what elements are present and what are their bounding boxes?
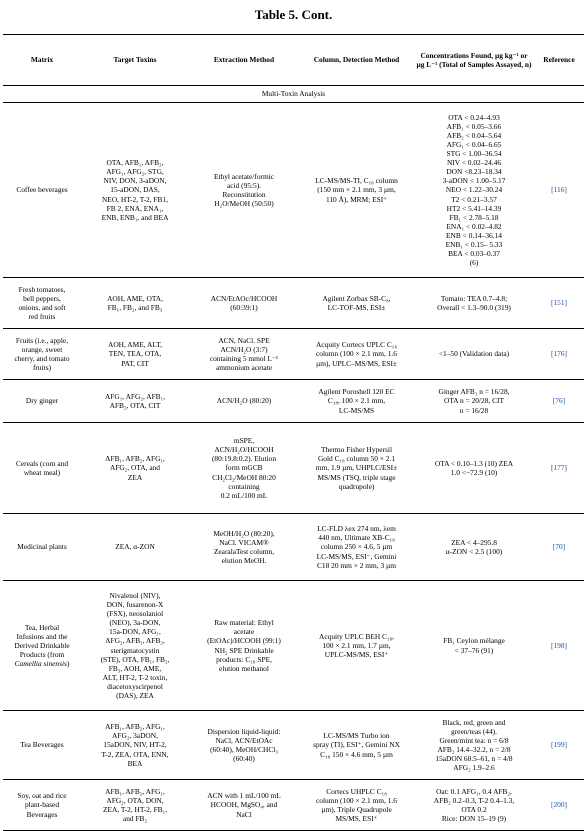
cell-line: Beverages bbox=[26, 809, 58, 819]
cell-line: ACN/EtAOc/HCOOH bbox=[210, 293, 278, 303]
cell-line: NaCl, ACN/EtOAc bbox=[215, 735, 273, 745]
cell-line: 0.2 mL/100 mL bbox=[220, 490, 268, 500]
cell-line: FB 2, ENA, ENA₁, bbox=[106, 203, 164, 213]
reference-link[interactable]: [199] bbox=[550, 740, 567, 750]
cell-column-detection bbox=[299, 278, 414, 329]
cell-line: DON, fusarenon-X bbox=[106, 600, 164, 610]
cell-line: Overall < 1.3–90.0 (319) bbox=[437, 303, 511, 312]
cell-line: FB₃, AOH, AME, bbox=[108, 663, 162, 673]
cell-line: (6) bbox=[469, 257, 479, 267]
cell-column-detection bbox=[299, 711, 414, 780]
cell-line: sterigmatocystin bbox=[110, 645, 160, 655]
cell-line: ENB < 0.14–36.14 bbox=[446, 230, 502, 240]
cell-line: 15aDON 60.5–61, n = 4/8 bbox=[435, 754, 513, 764]
cell-line: acetate bbox=[233, 627, 255, 637]
cell-line: FB₁ Ceylon mélange bbox=[443, 636, 505, 646]
cell-target-toxins bbox=[81, 380, 189, 423]
table-title: Table 5. Cont. bbox=[254, 7, 333, 22]
cell-matrix bbox=[3, 780, 81, 831]
reference-link[interactable]: [177] bbox=[550, 463, 567, 473]
cell-line: column (100 × 2.1 mm, 1.6 bbox=[316, 349, 397, 359]
reference-link[interactable]: [151] bbox=[550, 298, 567, 308]
cell-line: Reconstitution bbox=[222, 190, 266, 199]
cell-line: BEA bbox=[127, 758, 143, 768]
cell-line: AFB₂ 14.4–32.2, n = 2/8 bbox=[437, 745, 511, 754]
cell-line: (60:39:1) bbox=[230, 303, 258, 312]
cell-line: containing 5 mmol L⁻¹ bbox=[209, 354, 279, 363]
table-row bbox=[3, 423, 584, 514]
cell-line: Agilent Zorbax SB-C₈, bbox=[322, 293, 391, 303]
cell-line: LC-MS/MS, ESI⁻, Gemini bbox=[316, 551, 397, 561]
cell-line: C₁₈, 100 × 2.1 mm, bbox=[327, 396, 386, 406]
cell-line: Dispersion liquid-liquid: bbox=[207, 726, 281, 736]
table-row bbox=[3, 581, 584, 711]
cell-line: Cortecs UHPLC C₁₈ bbox=[326, 786, 387, 796]
cell-line: ENB₁ < 0.15– 5.33 bbox=[445, 239, 503, 249]
reference-link[interactable]: [70] bbox=[552, 542, 566, 552]
cell-line: µm), UPLC–MS/MS, ESI± bbox=[315, 358, 397, 368]
cell-line: (80:19.8:0.2). Elution bbox=[211, 454, 277, 464]
cell-line: elution MeOH. bbox=[221, 556, 267, 566]
cell-line: ammonium acetate bbox=[215, 363, 273, 373]
cell-target-toxins bbox=[81, 711, 189, 780]
cell-line: Acquity UPLC BEH C₁₈, bbox=[319, 631, 394, 641]
cell-line: Gold C₁₈ column 50 × 2.1 bbox=[317, 454, 396, 464]
cell-line: quadrupole) bbox=[338, 481, 375, 491]
cell-line: AFB₁, AFB₂, AFG₁, bbox=[105, 786, 165, 796]
cell-extraction-method bbox=[189, 581, 299, 711]
cell-extraction-method bbox=[189, 514, 299, 581]
cell-line: 15aDON, NIV, HT-2, bbox=[103, 740, 167, 750]
cell-extraction-method bbox=[189, 711, 299, 780]
cell-line: ENB, ENB₁, and BEA bbox=[101, 212, 169, 222]
cell-line: ZEA bbox=[127, 472, 143, 482]
cell-concentrations bbox=[414, 329, 534, 380]
cell-reference[interactable] bbox=[534, 103, 584, 278]
cell-line: LC-MS/MS bbox=[338, 405, 375, 415]
cell-line: 110 Å), MRM; ESI⁺ bbox=[325, 194, 388, 204]
header-row bbox=[3, 35, 584, 86]
cell-line: Soy, oat and rice bbox=[17, 791, 67, 801]
reference-link[interactable]: [76] bbox=[552, 396, 566, 406]
cell-matrix bbox=[3, 103, 81, 278]
cell-line: onions, and soft bbox=[18, 303, 66, 312]
cell-line: plant-based bbox=[24, 800, 60, 810]
cell-line: Black, red, green and bbox=[442, 717, 506, 727]
cell-matrix bbox=[3, 329, 81, 380]
cell-line: Camellia sinensis) bbox=[14, 659, 70, 669]
cell-extraction-method bbox=[189, 278, 299, 329]
cell-extraction-method bbox=[189, 423, 299, 514]
cell-concentrations bbox=[414, 780, 534, 831]
cell-line: ACN, NaCl. SPE bbox=[218, 335, 270, 345]
cell-line: C18 20 mm × 2 mm, 3 µm bbox=[316, 560, 397, 570]
cell-line: OTA n = 20/28, CIT bbox=[443, 396, 505, 406]
cell-line: (NEO), 3a-DON, bbox=[109, 618, 161, 628]
cell-line: NaCl. VICAM® bbox=[219, 537, 269, 547]
cell-line: TEN, TEA, OTA, bbox=[108, 349, 162, 359]
cell-line: 1.0 <−72.9 (10) bbox=[450, 468, 498, 477]
cell-line: OTA, AFB₁, AFB₂, bbox=[106, 158, 164, 168]
cell-line: DON <8.23–18.34 bbox=[446, 167, 502, 177]
cell-line: MS/MS (TSQ, triple stage bbox=[317, 472, 396, 482]
cell-line: AFB₂ < 0.04–5.64 bbox=[446, 131, 502, 141]
cell-line: AFB₁ < 0.05–3.66 bbox=[446, 122, 502, 132]
cell-extraction-method bbox=[189, 103, 299, 278]
cell-line: PAT, CIT bbox=[121, 358, 149, 368]
cell-line: cherry, and tomato bbox=[14, 354, 70, 363]
cell-line: AFG₂, 3aDON, bbox=[112, 731, 158, 741]
cell-concentrations bbox=[414, 514, 534, 581]
cell-line: n = 16/28 bbox=[459, 405, 489, 415]
cell-line: Infusions and the bbox=[16, 631, 68, 641]
cell-line: Rice: DON 15–19 (9) bbox=[441, 814, 507, 824]
cell-line: NaCl bbox=[236, 809, 252, 819]
cell-line: Cereals (corn and bbox=[15, 458, 69, 468]
cell-line: ZEA, α-ZON bbox=[115, 542, 155, 552]
cell-line: Fresh tomatoes, bbox=[18, 284, 66, 294]
cell-line: Acquity Cortecs UPLC C₁₈ bbox=[316, 340, 397, 350]
cell-matrix bbox=[3, 423, 81, 514]
cell-line: Green/mint tea: n = 6/8 bbox=[439, 735, 509, 745]
cell-line: Tomato: TEA 0.7–4.8; bbox=[440, 293, 508, 303]
multi-toxin-table bbox=[3, 34, 584, 831]
cell-line: NEO, HT-2, T-2, FB1, bbox=[101, 194, 169, 204]
cell-line: AFG₁, AFG₂, STG, bbox=[106, 167, 164, 177]
cell-line: H₂O/MeOH (50:50) bbox=[214, 199, 274, 209]
cell-line: ACN/H₂O/HCOOH bbox=[214, 445, 274, 455]
cell-target-toxins bbox=[81, 329, 189, 380]
section-title: Multi-Toxin Analysis bbox=[3, 86, 584, 103]
cell-line: LC-FLD λex 274 nm, λem bbox=[317, 524, 396, 534]
cell-target-toxins bbox=[81, 278, 189, 329]
cell-line: column (100 × 2.1 mm, 1.6 bbox=[316, 795, 397, 805]
cell-column-detection bbox=[299, 514, 414, 581]
cell-line: (150 mm × 2.1 mm, 3 µm, bbox=[317, 185, 396, 195]
cell-line: mSPE, bbox=[233, 436, 255, 446]
cell-line: Ethyl acetate/formic bbox=[213, 171, 275, 181]
cell-line: mm, 1.9 µm, UHPLC/ESI± bbox=[315, 463, 398, 473]
cell-line: AFB₁, AFB₂, AFG₁, bbox=[105, 722, 165, 732]
cell-reference[interactable] bbox=[534, 423, 584, 514]
cell-matrix bbox=[3, 711, 81, 780]
cell-reference[interactable] bbox=[534, 711, 584, 780]
cell-concentrations bbox=[414, 103, 534, 278]
section-row bbox=[3, 86, 584, 103]
cell-reference[interactable] bbox=[534, 581, 584, 711]
cell-concentrations bbox=[414, 711, 534, 780]
cell-concentrations bbox=[414, 581, 534, 711]
cell-line: AFB₂, OTA, CIT bbox=[109, 401, 161, 410]
cell-line: Ginger AFB₁ n = 16/28, bbox=[438, 387, 510, 397]
cell-line: LC-MS/MS Turbo ion bbox=[323, 731, 390, 741]
cell-concentrations bbox=[414, 423, 534, 514]
cell-line: Tea, Herbal bbox=[24, 622, 60, 632]
cell-line: AFB₁, AFB₂, AFG₁, bbox=[105, 454, 165, 464]
reference-link[interactable]: [200] bbox=[550, 800, 567, 810]
cell-matrix bbox=[3, 514, 81, 581]
header-concentrations: Concentrations Found, µg kg⁻¹ or µg L⁻¹ (Total of Samples Assayed, n) bbox=[414, 35, 534, 86]
cell-reference[interactable] bbox=[534, 380, 584, 423]
cell-line: Derived Drinkable bbox=[14, 640, 70, 650]
cell-line: containing bbox=[228, 481, 260, 491]
cell-line: (60:40) bbox=[233, 754, 255, 764]
cell-line: (STE), OTA, FB₁, FB₂, bbox=[100, 654, 170, 664]
cell-line: Coffee beverages bbox=[16, 185, 68, 195]
cell-column-detection bbox=[299, 380, 414, 423]
cell-line: Products (from bbox=[19, 650, 65, 660]
cell-concentrations bbox=[414, 380, 534, 423]
cell-line: T2 < 0.21–3.57 bbox=[451, 194, 497, 204]
cell-reference[interactable] bbox=[534, 514, 584, 581]
cell-line: Fruits (i.e., apple, bbox=[15, 335, 69, 345]
cell-reference[interactable] bbox=[534, 329, 584, 380]
cell-line: AFG₁ < 0.04–6.65 bbox=[446, 140, 502, 150]
cell-target-toxins bbox=[81, 581, 189, 711]
cell-matrix bbox=[3, 581, 81, 711]
cell-line: µm), Triple Quadrupole bbox=[321, 805, 392, 814]
cell-line: Nivalenol (NIV), bbox=[109, 591, 161, 601]
cell-line: FB₁ < 2.78–5.18 bbox=[449, 212, 499, 222]
cell-line: FB₁, FB₂, and FB₃ bbox=[107, 303, 163, 312]
cell-line: ZEA < 4–295.8 bbox=[451, 537, 497, 547]
cell-line: (DAS), ZEA bbox=[116, 690, 154, 700]
reference-link[interactable]: [198] bbox=[550, 640, 567, 650]
header-matrix: Matrix bbox=[3, 35, 81, 86]
cell-reference[interactable] bbox=[534, 278, 584, 329]
cell-line: α-ZON < 2.5 (100) bbox=[445, 547, 503, 556]
cell-matrix bbox=[3, 278, 81, 329]
cell-line: ZEA, T-2, HT-2, FB₁, bbox=[102, 805, 168, 814]
cell-line: LC-TOF-MS, ESI± bbox=[327, 303, 386, 312]
cell-line: HT2 < 5.41–14.39 bbox=[446, 203, 502, 213]
cell-line: AOH, AME, ALT, bbox=[108, 340, 162, 350]
cell-line: products: C₁₈ SPE, bbox=[216, 654, 272, 664]
cell-line: OTA < 0.10–1.3 (10) ZEA bbox=[434, 458, 514, 468]
cell-line: form mGCB bbox=[225, 463, 263, 473]
header-column-detection: Column, Detection Method bbox=[299, 35, 414, 86]
cell-line: (FSX), neosolaniol bbox=[106, 609, 164, 619]
cell-line: 15a-DON, AFG₁, bbox=[109, 627, 161, 637]
cell-line: BEA < 0.03–0.37 bbox=[448, 248, 500, 258]
cell-line: LC-MS/MS-TI, C₁₈ column bbox=[315, 176, 398, 186]
cell-line: spray (TI), ESI⁺, Gemini NX bbox=[313, 740, 400, 750]
cell-line: C₁₈ 150 × 4.6 mm, 5 µm bbox=[320, 749, 393, 759]
cell-line: and FB₂ bbox=[122, 814, 148, 824]
cell-target-toxins bbox=[81, 423, 189, 514]
cell-line: ALT, HT-2, T-2 toxin, bbox=[102, 672, 168, 682]
reference-link[interactable]: [116] bbox=[551, 185, 567, 195]
cell-matrix bbox=[3, 380, 81, 423]
cell-line: Raw material: Ethyl bbox=[214, 618, 274, 628]
cell-line: bell peppers, bbox=[23, 293, 61, 303]
cell-line: 15-aDON, DAS, bbox=[110, 185, 160, 195]
table-row bbox=[3, 780, 584, 831]
cell-line: AFG₁, AFG₂, AFB₁, bbox=[104, 391, 166, 401]
cell-line: 3-aDON < 1.00–5.17 bbox=[442, 176, 506, 186]
cell-line: red fruits bbox=[28, 312, 56, 322]
table-row bbox=[3, 103, 584, 278]
cell-line: orange, sweet bbox=[21, 344, 63, 354]
cell-line: 440 nm, Ultimate XB-C₁₈ bbox=[318, 533, 395, 543]
cell-line: AFG₂ 1.9–2.6 bbox=[453, 763, 495, 773]
cell-line: NIV, DON, 3-aDON, bbox=[103, 176, 167, 186]
cell-line: UPLC-MS/MS, ESI⁺ bbox=[324, 650, 389, 660]
cell-line: AOH, AME, OTA, bbox=[107, 293, 163, 303]
cell-line: elution methanol bbox=[219, 663, 269, 673]
table-row bbox=[3, 380, 584, 423]
cell-line: STG < 1.00–36.54 bbox=[446, 149, 502, 159]
cell-line: green/teas (44). bbox=[451, 726, 497, 736]
cell-line: ACN/H₂O (3:7) bbox=[220, 344, 268, 354]
cell-target-toxins bbox=[81, 103, 189, 278]
cell-line: (EtOAc)/HCOOH (99:1) bbox=[207, 636, 281, 646]
cell-column-detection bbox=[299, 581, 414, 711]
cell-line: fruits) bbox=[32, 363, 52, 373]
header-reference: Reference bbox=[534, 35, 584, 86]
cell-line: <1–50 (Validation data) bbox=[438, 349, 510, 359]
table-page bbox=[0, 6, 587, 824]
cell-line: ACN with 1 mL/100 mL bbox=[207, 791, 281, 801]
cell-line: 100 × 2.1 mm, 1.7 µm, bbox=[322, 640, 391, 650]
cell-line: NIV < 0.02–24.46 bbox=[446, 158, 502, 168]
cell-line: (60:40), MeOH/CHCl₃ bbox=[210, 745, 278, 754]
cell-line: AFG₂, OTA, and bbox=[109, 463, 161, 473]
cell-line: MeOH/H₂O (80:20), bbox=[213, 528, 275, 538]
cell-line: MS/MS, ESI⁺ bbox=[335, 814, 378, 824]
cell-column-detection bbox=[299, 103, 414, 278]
header-extraction-method: Extraction Method bbox=[189, 35, 299, 86]
cell-line: CH₂Cl₂/MeOH 80:20 bbox=[212, 472, 276, 482]
cell-target-toxins bbox=[81, 780, 189, 831]
cell-line: Tea Beverages bbox=[20, 740, 64, 750]
cell-line: Agilent Poroshell 120 EC bbox=[318, 387, 395, 397]
cell-line: ACN/H₂O (80:20) bbox=[216, 396, 272, 406]
cell-extraction-method bbox=[189, 329, 299, 380]
cell-extraction-method bbox=[189, 780, 299, 831]
cell-line: wheat meal) bbox=[23, 468, 61, 477]
cell-line: NH₂ SPE Drinkable bbox=[214, 645, 274, 655]
table-row bbox=[3, 711, 584, 780]
cell-line: Thermo Fisher Hypersil bbox=[320, 445, 393, 455]
cell-line: Medicinal plants bbox=[17, 542, 67, 552]
cell-line: AFB₂ 0.2–0.3, T-2 0.4–1.3, bbox=[433, 795, 515, 805]
cell-reference[interactable] bbox=[534, 780, 584, 831]
cell-line: T-2, ZEA, OTA, ENN, bbox=[101, 749, 169, 759]
cell-column-detection bbox=[299, 423, 414, 514]
table-row bbox=[3, 278, 584, 329]
cell-line: AFG₂, OTA, DON, bbox=[106, 795, 164, 805]
cell-column-detection bbox=[299, 329, 414, 380]
table-row bbox=[3, 514, 584, 581]
cell-line: column 250 × 4.6, 5 µm bbox=[320, 542, 393, 552]
cell-line: < 37–76 (91) bbox=[454, 645, 494, 655]
cell-line: HCOOH, MgSO₄, and bbox=[210, 800, 278, 810]
cell-line: OTA < 0.24–4.93 bbox=[448, 113, 500, 123]
cell-target-toxins bbox=[81, 514, 189, 581]
cell-extraction-method bbox=[189, 380, 299, 423]
cell-line: Dry ginger bbox=[25, 396, 59, 406]
cell-line: OTA 0.2 bbox=[461, 805, 487, 814]
cell-line: ZearalaTest column, bbox=[213, 547, 275, 556]
table-row bbox=[3, 329, 584, 380]
cell-line: Oat: 0.1 AFG₁, 0.4 AFB₂, bbox=[436, 786, 512, 796]
cell-line: NEO < 1.22–30.24 bbox=[445, 185, 503, 195]
cell-concentrations bbox=[414, 278, 534, 329]
cell-line: diacetoxyscirpenol bbox=[107, 681, 163, 691]
cell-line: AFG₂, AFB₁, AFB₂, bbox=[105, 636, 165, 646]
reference-link[interactable]: [176] bbox=[550, 349, 567, 359]
header-target-toxins: Target Toxins bbox=[81, 35, 189, 86]
cell-line: ENA₁ < 0.02–4.82 bbox=[446, 221, 502, 231]
cell-column-detection bbox=[299, 780, 414, 831]
cell-line: acid (95:5). bbox=[226, 180, 262, 190]
